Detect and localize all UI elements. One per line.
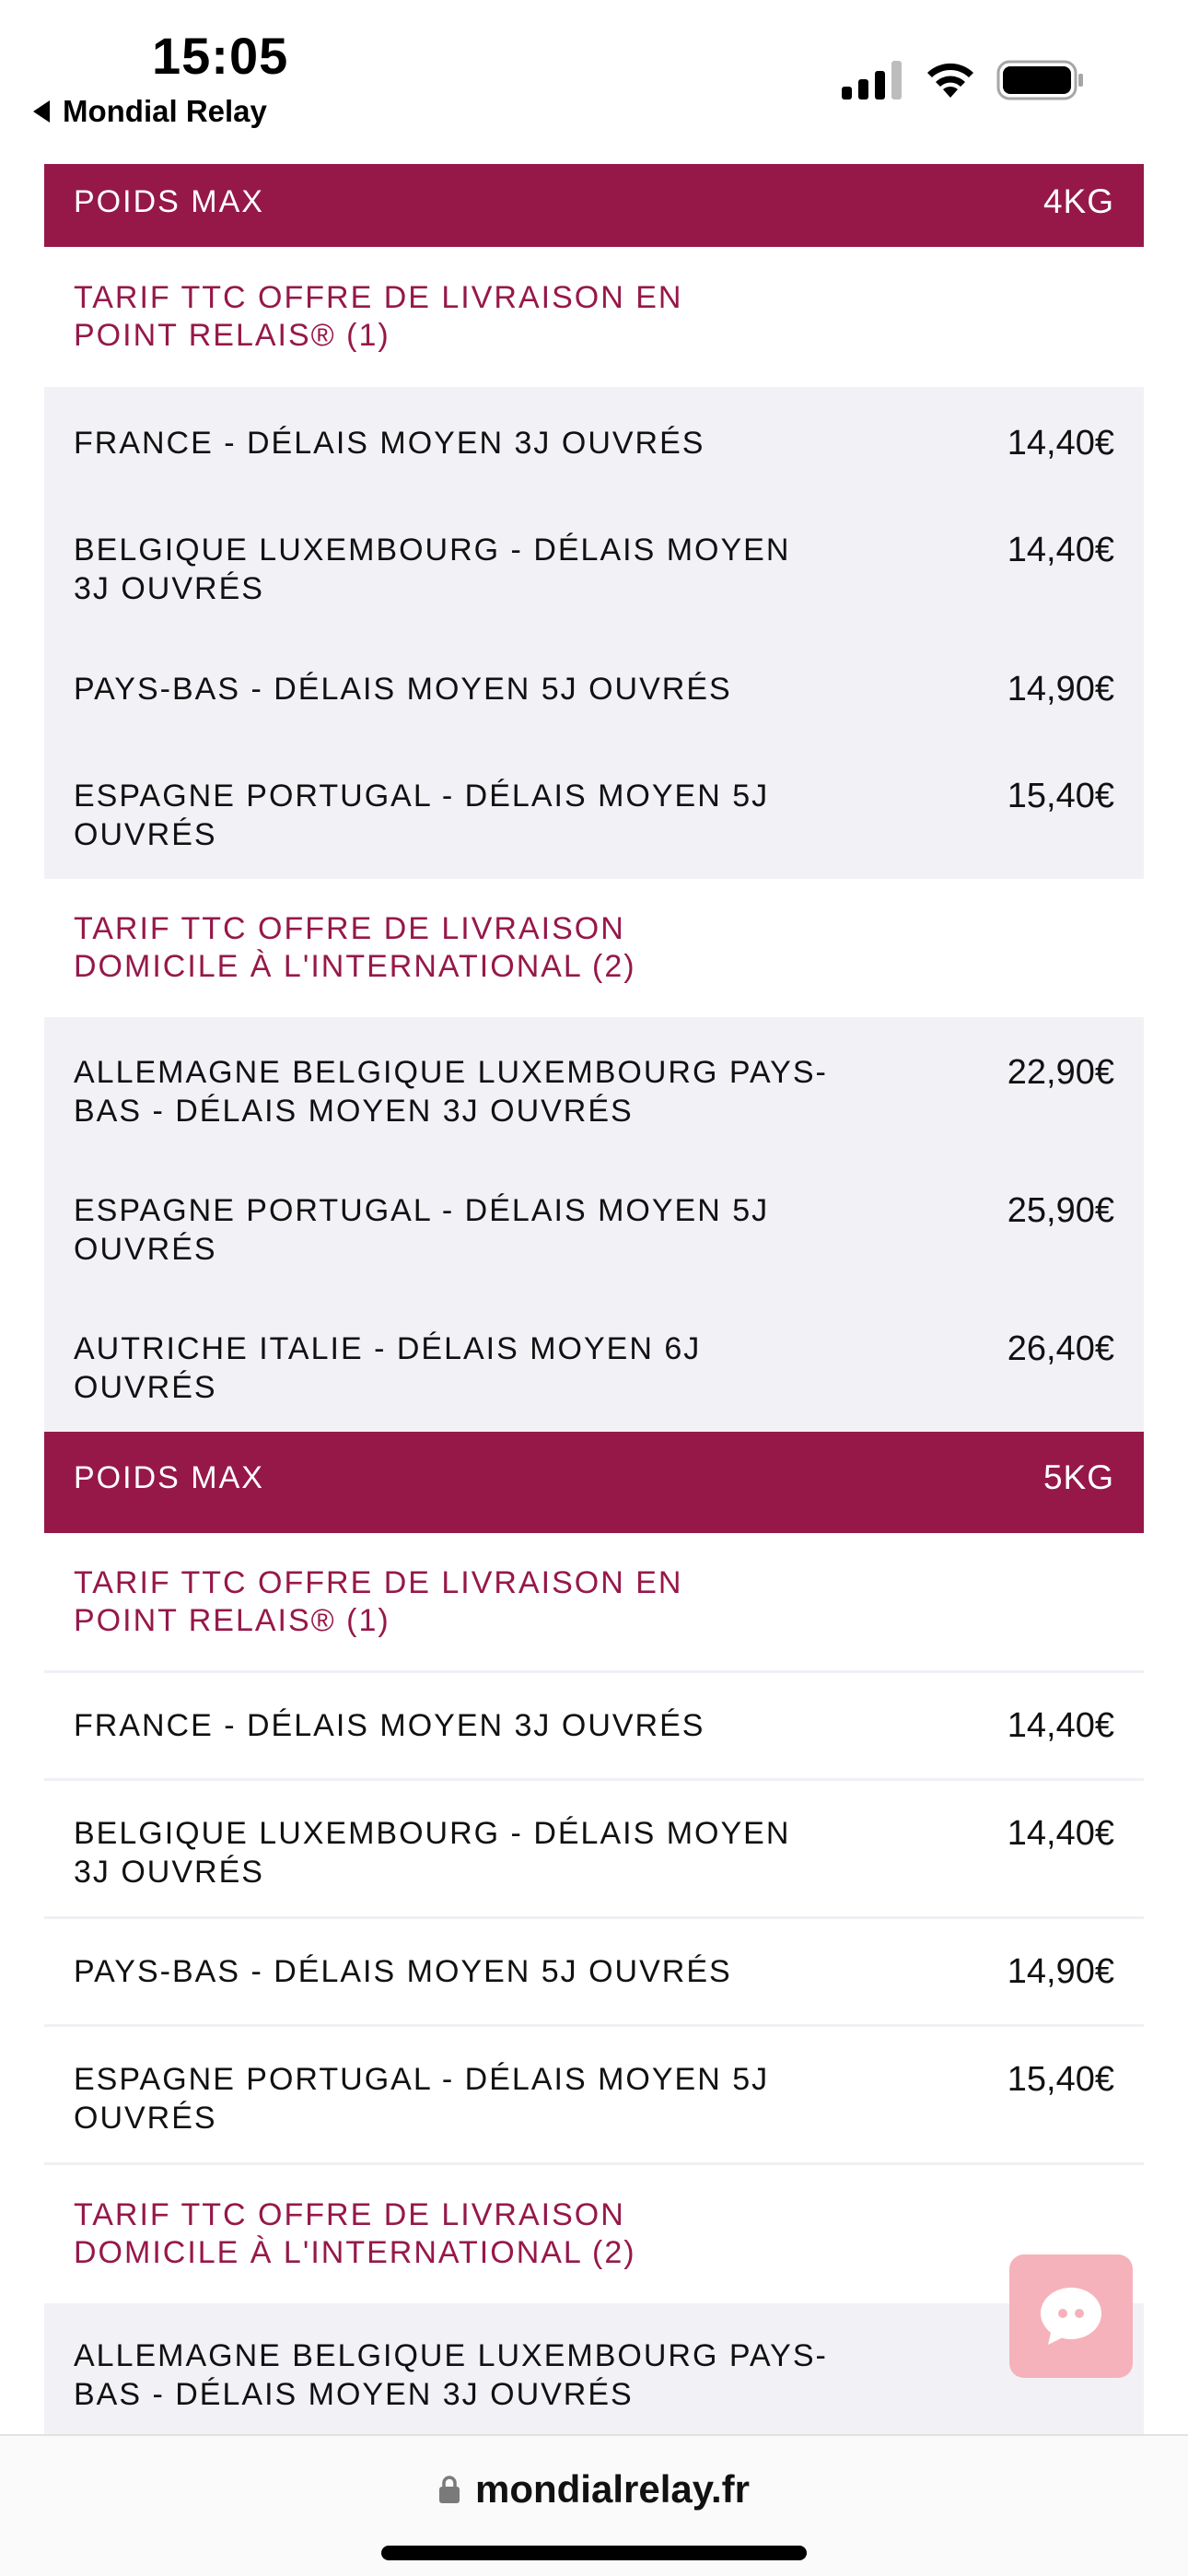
section-title-line: TARIF TTC OFFRE DE LIVRAISON EN (74, 280, 683, 315)
destination-label: ESPAGNE PORTUGAL - DÉLAIS MOYEN 5J OUVRÉS (74, 1193, 770, 1267)
table-row (44, 1155, 1144, 1294)
url-field[interactable] (0, 2436, 1188, 2543)
destination-label: BELGIQUE LUXEMBOURG - DÉLAIS MOYEN 3J OUVRÉS (74, 533, 791, 606)
price-value: 14,40€ (1007, 1706, 1114, 1745)
table-row (44, 633, 1144, 741)
table-row (44, 1017, 1144, 1155)
price-value: 14,90€ (1007, 1952, 1114, 1991)
weight-header-value: 4KG (1042, 182, 1114, 220)
address-bar (0, 2434, 1188, 2576)
price-value: 14,40€ (1007, 1814, 1114, 1853)
back-to-app-button[interactable] (33, 94, 267, 129)
section-title-line: TARIF TTC OFFRE DE LIVRAISON (74, 2197, 625, 2232)
price-value: 22,90€ (1007, 1053, 1114, 1092)
table-row (44, 1919, 1144, 2027)
destination-label: AUTRICHE ITALIE - DÉLAIS MOYEN 6J OUVRÉS (74, 1331, 702, 1405)
destination-label: PAYS-BAS - DÉLAIS MOYEN 5J OUVRÉS (74, 672, 732, 707)
table-row (44, 741, 1144, 879)
table-row (44, 1294, 1144, 1432)
table-row (44, 1781, 1144, 1919)
status-bar (0, 0, 1188, 164)
section-title (44, 2165, 1144, 2303)
table-row (44, 2027, 1144, 2165)
table-row (44, 387, 1144, 495)
back-arrow-icon (33, 100, 50, 123)
chat-button[interactable] (1009, 2254, 1133, 2378)
chat-bubble-icon (1037, 2284, 1105, 2348)
url-text: mondialrelay.fr (475, 2467, 750, 2511)
destination-label: PAYS-BAS - DÉLAIS MOYEN 5J OUVRÉS (74, 1954, 732, 1989)
destination-label: ESPAGNE PORTUGAL - DÉLAIS MOYEN 5J OUVRÉS (74, 779, 770, 852)
table-row (44, 1673, 1144, 1781)
back-app-label: Mondial Relay (63, 94, 267, 128)
price-table (44, 164, 1144, 2441)
destination-label: FRANCE - DÉLAIS MOYEN 3J OUVRÉS (74, 426, 705, 461)
price-value: 26,40€ (1007, 1329, 1114, 1368)
destination-label: ALLEMAGNE BELGIQUE LUXEMBOURG PAYS-BAS - DÉLAIS MOYEN 3J OUVRÉS (74, 1055, 828, 1129)
lock-icon (438, 2475, 460, 2504)
section-title-line: TARIF TTC OFFRE DE LIVRAISON EN (74, 1564, 683, 1600)
destination-label: ESPAGNE PORTUGAL - DÉLAIS MOYEN 5J OUVRÉS (74, 2062, 770, 2136)
weight-header-label: POIDS MAX (74, 183, 264, 219)
destination-label: ALLEMAGNE BELGIQUE LUXEMBOURG PAYS-BAS - DÉLAIS MOYEN 3J OUVRÉS (74, 2338, 828, 2412)
section-title-line: DOMICILE À L'INTERNATIONAL (2) (74, 949, 636, 984)
price-value: 14,40€ (1007, 424, 1114, 463)
battery-icon (996, 59, 1085, 101)
status-time: 15:05 (152, 27, 289, 85)
signal-icon (842, 61, 904, 100)
table-row (44, 2303, 1144, 2441)
weight-header-value: 5KG (1042, 1458, 1114, 1496)
destination-label: FRANCE - DÉLAIS MOYEN 3J OUVRÉS (74, 1708, 705, 1743)
weight-header-label: POIDS MAX (74, 1459, 264, 1495)
weight-header (44, 1432, 1144, 1533)
section-title (44, 1533, 1144, 1673)
price-value: 15,40€ (1007, 2060, 1114, 2099)
table-row (44, 495, 1144, 633)
price-value: 15,40€ (1007, 777, 1114, 815)
section-title-line: TARIF TTC OFFRE DE LIVRAISON (74, 911, 625, 946)
weight-header (44, 164, 1144, 247)
price-value: 25,90€ (1007, 1191, 1114, 1230)
destination-label: BELGIQUE LUXEMBOURG - DÉLAIS MOYEN 3J OUVRÉS (74, 1816, 791, 1890)
section-title (44, 879, 1144, 1017)
price-value: 14,40€ (1007, 531, 1114, 569)
price-value: 14,90€ (1007, 670, 1114, 708)
section-title-line: POINT RELAIS® (1) (74, 318, 390, 353)
section-title-line: POINT RELAIS® (1) (74, 1602, 390, 1638)
section-title-line: DOMICILE À L'INTERNATIONAL (2) (74, 2235, 636, 2270)
wifi-icon (923, 57, 978, 100)
home-indicator[interactable] (381, 2546, 807, 2560)
section-title (44, 247, 1144, 387)
